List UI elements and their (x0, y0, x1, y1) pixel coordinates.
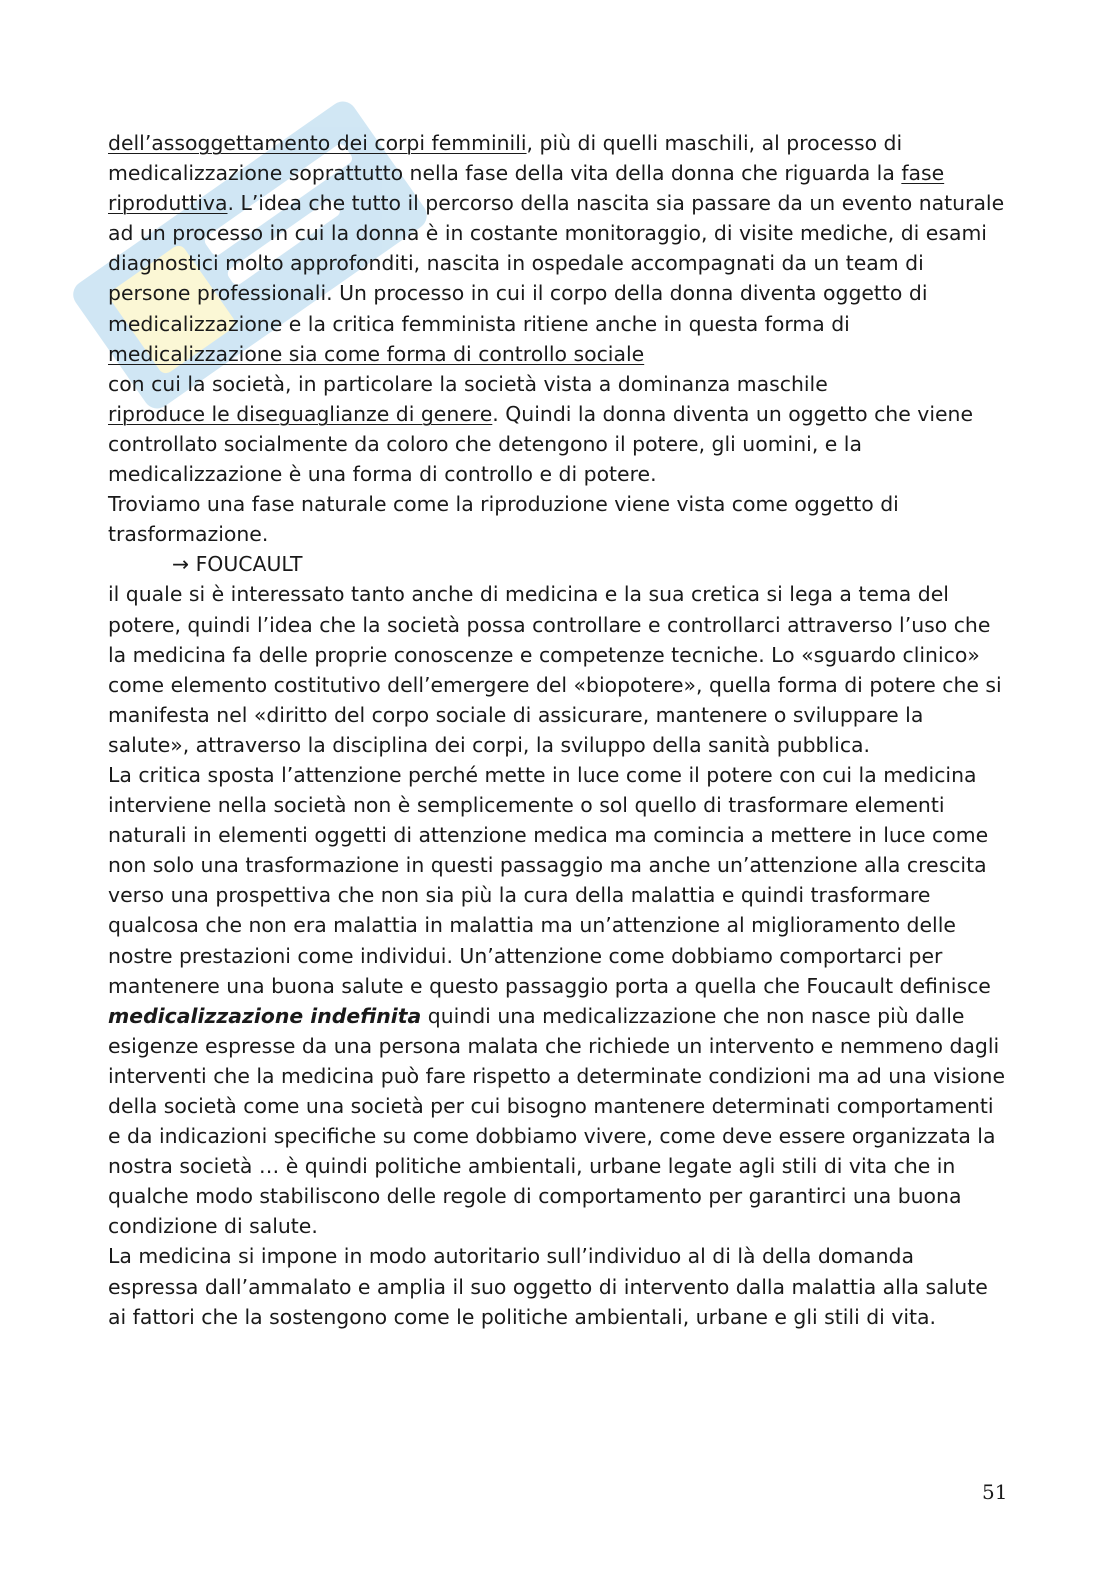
text-run: . Quindi la donna diventa un oggetto che viene controllato socialmente da coloro che detengono il potere, gli uomini, e la medicalizzazione è una forma di controllo e di potere. (108, 401, 974, 487)
document-body (108, 128, 1008, 1332)
page-number: 51 (982, 1480, 1008, 1504)
heading-text: FOUCAULT (195, 552, 303, 577)
text-run: con cui la società, in particolare la società vista a dominanza maschile (108, 371, 828, 396)
underlined-phrase: medicalizzazione sia come forma di controllo sociale (108, 341, 645, 366)
text-run: , più di quelli maschili, al processo di medicalizzazione soprattutto nella fase della vita della donna che riguarda la (108, 131, 903, 186)
underlined-phrase: fase riproduttiva (108, 161, 945, 216)
paragraph: Troviamo una fase naturale come la riproduzione viene vista come oggetto di trasformazione. (108, 492, 899, 547)
paragraph (108, 128, 1008, 489)
paragraph: il quale si è interessato tanto anche di medicina e la sua cretica si lega a tema del potere, quindi l’idea che la società possa controllare e controllarci attraverso l’uso che la medicina fa delle proprie conoscenze e competenze tecniche. Lo «sguardo clinico» come elemento costitutivo dell’emergere del «biopotere», quella forma di potere che si manifesta nel «diritto del corpo sociale di assicurare, mantenere o sviluppare la salute», attraverso la disciplina dei corpi, la sviluppo della sanità pubblica. (108, 582, 1002, 757)
foucault-heading (108, 549, 1008, 579)
paragraph (108, 760, 1008, 1242)
emphasized-term: medicalizzazione indefinita (108, 1003, 422, 1028)
text-run: quindi una medicalizzazione che non nasce più dalle esigenze espresse da una persona malata che richiede un intervento e nemmeno dagli interventi che la medicina può fare rispetto a determinate condizioni ma ad una visione della società come una società per cui bisogno mantenere determinati comportamenti e da indicazioni specifiche su come dobbiamo vivere, come deve essere organizzata la nostra società … è quindi politiche ambientali, urbane legate agli stili di vita che in qualche modo stabiliscono delle regole di comportamento per garantirci una buona condizione di salute. (108, 1003, 1006, 1239)
underlined-phrase: riproduce le diseguaglianze di genere (108, 401, 493, 426)
text-run: La critica sposta l’attenzione perché mette in luce come il potere con cui la medicina interviene nella società non è semplicemente o sol quello di trasformare elementi naturali in elementi oggetti di attenzione medica ma comincia a mettere in luce come non solo una trasformazione in questi passaggio ma anche un’attenzione alla crescita verso una prospettiva che non sia più la cura della malattia e quindi trasformare qualcosa che non era malattia in malattia ma un’attenzione al miglioramento delle nostre prestazioni come individui. Un’attenzione come dobbiamo comportarci per mantenere una buona salute e questo passaggio porta a quella che Foucault definisce (108, 762, 991, 998)
underlined-phrase: dell’assoggettamento dei corpi femminili (108, 131, 527, 155)
paragraph: La medicina si impone in modo autoritario sull’individuo al di là della domanda espressa dall’ammalato e amplia il suo oggetto di intervento dalla malattia alla salute ai fattori che la sostengono come le politiche ambientali, urbane e gli stili di vita. (108, 1244, 988, 1329)
text-run: . L’idea che tutto il percorso della nascita sia passare da un evento naturale ad un processo in cui la donna è in costante monitoraggio, di visite mediche, di esami diagnostici molto approfonditi, nascita in ospedale accompagnati da un team di persone professionali. Un processo in cui il corpo della donna diventa oggetto di medicalizzazione e la critica femminista ritiene anche in questa forma di (108, 191, 1005, 336)
arrow-right-icon: → (172, 552, 196, 577)
